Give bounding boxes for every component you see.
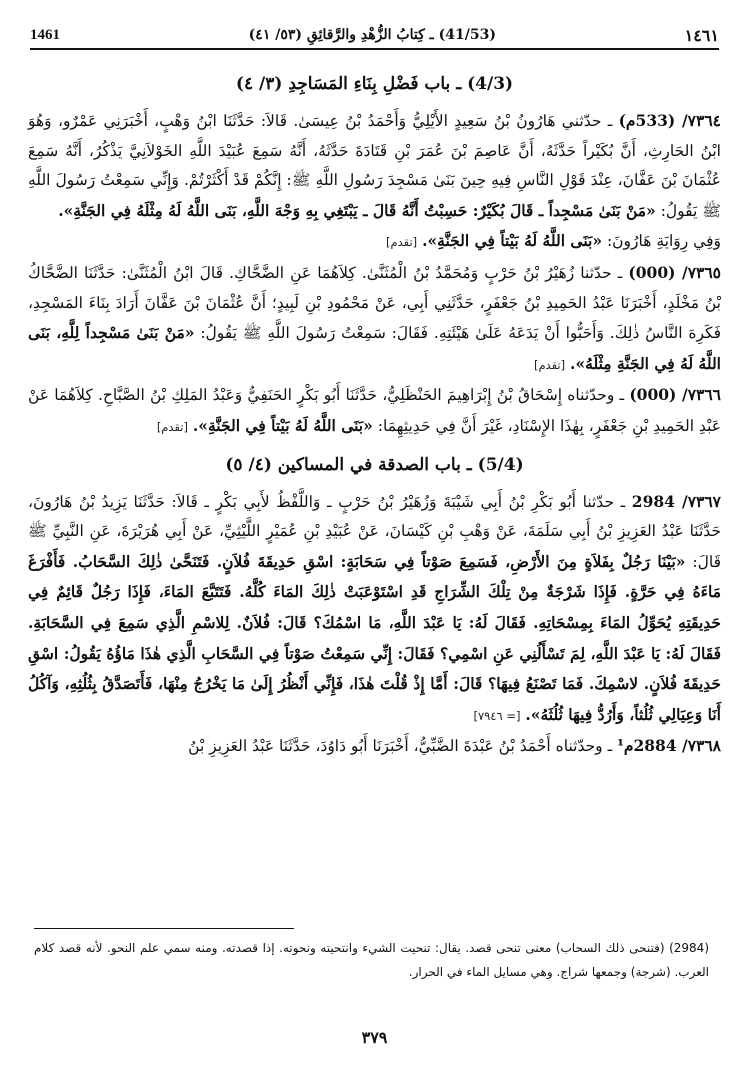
cross-ref-tag: [تقدم]: [386, 235, 418, 250]
chapter-heading: (5/4) ـ باب الصدقة في المساكين (٤/ ٥): [225, 454, 524, 475]
hadith-7366: [28, 380, 721, 442]
cross-ref-tag: [تقدم]: [156, 419, 188, 434]
hadith-number: ٧٣٦٧/ 2984: [631, 491, 721, 511]
hadith-text: ـ وحدّثناه إِسْحَاقُ بْنُ إِبْرَاهِيمَ الحَنْظَلِيُّ، حَدَّثَنَا أَبُو بَكْرٍ الحَنَفِيُّ وَعَبْدُ المَلِكِ بْنُ الصَّبَّاحِ. كِلاَهُمَا عَنْ عَبْدِ الحَمِيدِ بْنِ جَعْفَرٍ، بِهٰذَا الإِسْنَادِ، غَيْرَ أَنَّ فِي حَدِيثِهِمَا:: [28, 386, 721, 435]
hadith-quote: «بَنَى اللَّهُ لَهُ بَيْتاً فِي الجَنَّةِ».: [192, 415, 373, 435]
hadith-text: ـ وحدّثناه أَحْمَدُ بْنُ عَبْدَةَ الضَّبِّيُّ، أَخْبَرَنَا أَبُو دَاوُدَ، حَدَّثَنَا عَبْدُ العَزِيزِ بْنُ: [188, 737, 613, 756]
page-body: [28, 62, 721, 952]
hadith-7365: [28, 258, 721, 380]
hadith-7364: [28, 106, 721, 226]
page-number-latin: 1461: [30, 26, 60, 43]
hadith-number: ٧٣٦٦/ (000): [629, 385, 721, 405]
hadith-quote: «بَيْنَا رَجُلٌ بِفَلاَةٍ مِنَ الأَرْضِ، فَسَمِعَ صَوْتاً فِي سَحَابَةٍ: اسْقِ حَدِيقَةَ فُلاَنٍ. فَتَنَحَّىٰ ذٰلِكَ السَّحَابُ. فَأَفْرَغَ مَاءَهُ فِي حَرَّةٍ. فَإِذَا شَرْجَةٌ مِنْ تِلْكَ الشِّرَاجِ قَدِ اسْتَوْعَبَتْ ذٰلِكَ المَاءَ كُلَّهُ. فَتَتَبَّعَ المَاءَ، فَإِذَا رَجُلٌ قَائِمٌ فِي حَدِيقَتِهِ يُحَوِّلُ المَاءَ بِمِسْحَاتِهِ. فَقَالَ لَهُ: يَا عَبْدَ اللَّهِ، مَا اسْمُكَ؟ قَالَ: فُلاَنٌ. لِلاسْمِ الَّذِي سَمِعَ فِي السَّحَابَةِ. فَقَالَ لَهُ: يَا عَبْدَ اللَّهِ، لِمَ تَسْأَلُنِي عَنِ اسْمِي؟ فَقَالَ: إِنِّي سَمِعْتُ صَوْتاً فِي السَّحَابِ الَّذِي هٰذَا مَاؤُهُ يَقُولُ: اسْقِ حَدِيقَةَ فُلاَنٍ. لاسْمِكَ. فَمَا تَصْنَعُ فِيهَا؟ قَالَ: أَمَّا إِذْ قُلْتَ هٰذَا، فَإِنِّي أَنْظُرُ إِلَىٰ مَا يَخْرُجُ مِنْهَا، فَأَتَصَدَّقُ بِثُلُثِهِ، وَآكُلُ أَنَا وَعِيَالِي ثُلُثاً، وَأَرُدُّ فِيهَا ثُلُثَهُ».: [28, 551, 721, 724]
footnote-divider: [34, 928, 294, 929]
riwaya-text: وَفِي رِوَايَةِ هَارُونَ:: [606, 232, 721, 251]
page-header: [30, 22, 719, 50]
chapter-heading: (4/3) ـ باب فَضْلِ بِنَاءِ المَسَاجِدِ (٣/ ٤): [235, 74, 514, 94]
hadith-7368: [28, 731, 721, 762]
hadith-number: ٧٣٦٥/ (000): [628, 262, 721, 282]
hadith-quote: «مَنْ بَنَىٰ مَسْجِداً ـ قَالَ بُكَيْرٌ: حَسِبْتُ أَنَّهُ قَالَ ـ يَبْتَغِي بِهِ وَجْهَ اللَّهِ، بَنَى اللَّهُ لَهُ مِثْلَهُ فِي الجَنَّةِ».: [58, 200, 656, 220]
riwaya-note: [28, 226, 721, 258]
page-footer-number: ٣٧٩: [361, 1028, 388, 1047]
hadith-text: ـ حدّثني هَارُونُ بْنُ سَعِيدٍ الأَيْلِيُّ وَأَحْمَدُ بْنُ عِيسَىٰ. قَالاَ: حَدَّثَنَا ابْنُ وَهْبٍ، أَخْبَرَنِي عَمْرٌو، وَهُوَ ابْنُ الحَارِثِ، أَنَّ بُكَيْراً حَدَّثَهُ، أَنَّ عَاصِمَ بْنَ عُمَرَ بْنِ قَتَادَةَ حَدَّثَهُ، أَنَّهُ سَمِعَ عُبَيْدَ اللَّهِ الخَوْلاَنِيَّ يَذْكُرُ، أَنَّهُ سَمِعَ عُثْمَانَ بْنَ عَفَّانَ، عِنْدَ قَوْلِ النَّاسِ فِيهِ حِينَ بَنَىٰ مَسْجِدَ رَسُولِ اللَّهِ ﷺ: إِنَّكُمْ قَدْ أَكْثَرْتُمْ. وَإِنِّي سَمِعْتُ رَسُولَ اللَّهِ ﷺ يَقُولُ:: [28, 112, 721, 220]
hadith-text: ـ حدّثنا أَبُو بَكْرِ بْنُ أَبِي شَيْبَةَ وَزُهَيْرُ بْنُ حَرْبٍ ـ وَاللَّفْظُ لأَبِي بَكْرٍ ـ قَالاَ: حَدَّثَنَا يَزِيدُ بْنُ هَارُونَ، حَدَّثَنَا عَبْدُ العَزِيزِ بْنُ أَبِي سَلَمَةَ، عَنْ وَهْبِ بْنِ كَيْسَانَ، عَنْ عُبَيْدِ بْنِ عُمَيْرٍ اللَّيْثِيِّ، عَنْ أَبِي هُرَيْرَةَ، عَنِ النَّبِيِّ ﷺ قَالَ:: [28, 492, 722, 571]
hadith-7367: [28, 487, 721, 732]
hadith-quote: «مَنْ بَنَىٰ مَسْجِداً لِلَّهِ، بَنَى اللَّهُ لَهُ فِي الجَنَّةِ مِثْلَهُ».: [28, 323, 721, 373]
running-title: (41/53) ـ كِتابُ الزُّهْدِ والرَّقائِقِ (٥٣/ ٤١): [248, 27, 496, 43]
hadith-number: ٧٣٦٤/ (533م): [618, 111, 721, 130]
riwaya-quote: «بَنَى اللَّهُ لَهُ بَيْتاً فِي الجَنَّةِ».: [422, 231, 603, 251]
hadith-number: ٧٣٦٨/ 2884م¹: [617, 736, 721, 756]
hadith-text: ـ حدّثنا زُهَيْرُ بْنُ حَرْبٍ وَمُحَمَّدُ بْنُ الْمُثَنَّىٰ. كِلاَهُمَا عَنِ الضَّحَّاكِ. قَالَ ابْنُ الْمُثَنَّىٰ: حَدَّثَنَا الضَّحَّاكُ بْنُ مَخْلَدٍ، أَخْبَرَنَا عَبْدُ الحَمِيدِ بْنُ جَعْفَرٍ، حَدَّثَنِي أَبِي، عَنْ مَحْمُودِ بْنِ لَبِيدٍ؛ أَنَّ عُثْمَانَ بْنَ عَفَّانَ أَرَادَ بِنَاءَ المَسْجِدِ، فَكَرِهَ النَّاسُ ذٰلِكَ. وَأَحَبُّوا أَنْ يَدَعَهُ عَلَىٰ هَيْئَتِهِ. فَقَالَ: سَمِعْتُ رَسُولَ اللَّهِ ﷺ يَقُولُ:: [28, 263, 721, 343]
cross-ref-tag: [= ٧٩٤٦]: [473, 708, 521, 723]
page-number-arabic: ١٤٦١: [684, 25, 719, 45]
cross-ref-tag: [تقدم]: [533, 357, 566, 372]
footnote: (2984) (فتنحى ذلك السحاب) معنى تنحى قصد. يقال: تنحيت الشيء وانتحيته ونحوته. إذا قصدته. ومنه سمي علم النحو. لأنه قصد كلام العرب. (شرجة) وجمعها شراج. وهي مسايل الماء في الحرار.: [34, 941, 709, 979]
